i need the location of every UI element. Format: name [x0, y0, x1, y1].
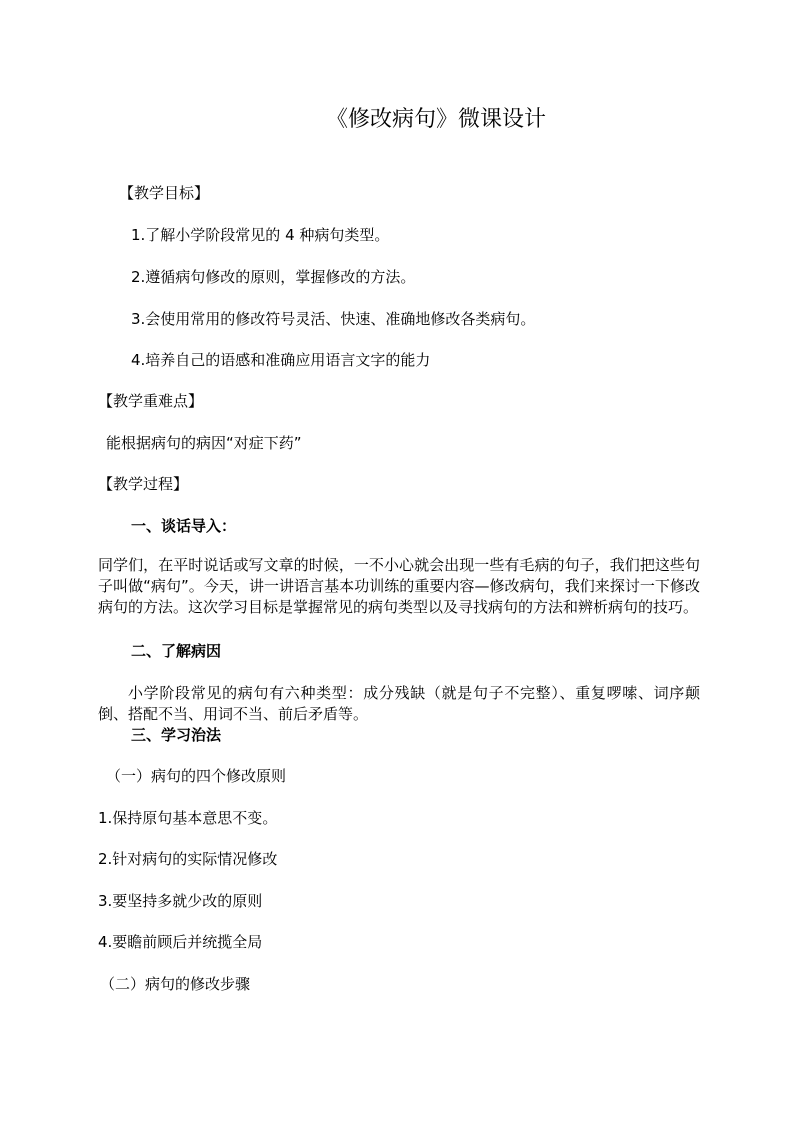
objective-item: 4.培养自己的语感和准确应用语言文字的能力 [131, 351, 431, 369]
principle-item: 1.保持原句基本意思不变。 [98, 809, 278, 827]
objective-item: 1.了解小学阶段常见的 4 种病句类型。 [131, 226, 390, 244]
process-heading: 【教学过程】 [98, 475, 189, 493]
step1-paragraph: 同学们，在平时说话或写文章的时候，一不小心就会出现一些有毛病的句子，我们把这些句子叫做“病句”。今天，讲一讲语言基本功训练的重要内容—修改病句，我们来探讨一下修改病句的方法。这次学习目标是掌握常见的病句类型以及寻找病句的方法和辨析病句的技巧。 [98, 556, 700, 616]
sub2-title: （二）病句的修改步骤 [100, 975, 251, 993]
step2-title: 二、了解病因 [131, 642, 222, 660]
key-points-text: 能根据病句的病因“对症下药” [106, 434, 302, 452]
key-points-heading: 【教学重难点】 [98, 392, 204, 410]
sub1-title: （一）病句的四个修改原则 [106, 767, 287, 785]
principle-item: 3.要坚持多就少改的原则 [98, 892, 263, 910]
principle-item: 2.针对病句的实际情况修改 [98, 850, 278, 868]
objective-item: 2.遵循病句修改的原则，掌握修改的方法。 [131, 268, 416, 286]
step2-paragraph: 小学阶段常见的病句有六种类型：成分残缺（就是句子不完整）、重复啰嗦、词序颠倒、搭配不当、用词不当、前后矛盾等。 [98, 684, 700, 723]
step1-title: 一、谈话导入： [131, 517, 237, 535]
step3-title: 三、学习治法 [131, 726, 222, 744]
objectives-heading: 【教学目标】 [119, 184, 210, 202]
objective-item: 3.会使用常用的修改符号灵活、快速、准确地修改各类病句。 [131, 310, 536, 328]
page-title: 《修改病句》微课设计 [326, 107, 547, 132]
principle-item: 4.要瞻前顾后并统揽全局 [98, 933, 263, 951]
